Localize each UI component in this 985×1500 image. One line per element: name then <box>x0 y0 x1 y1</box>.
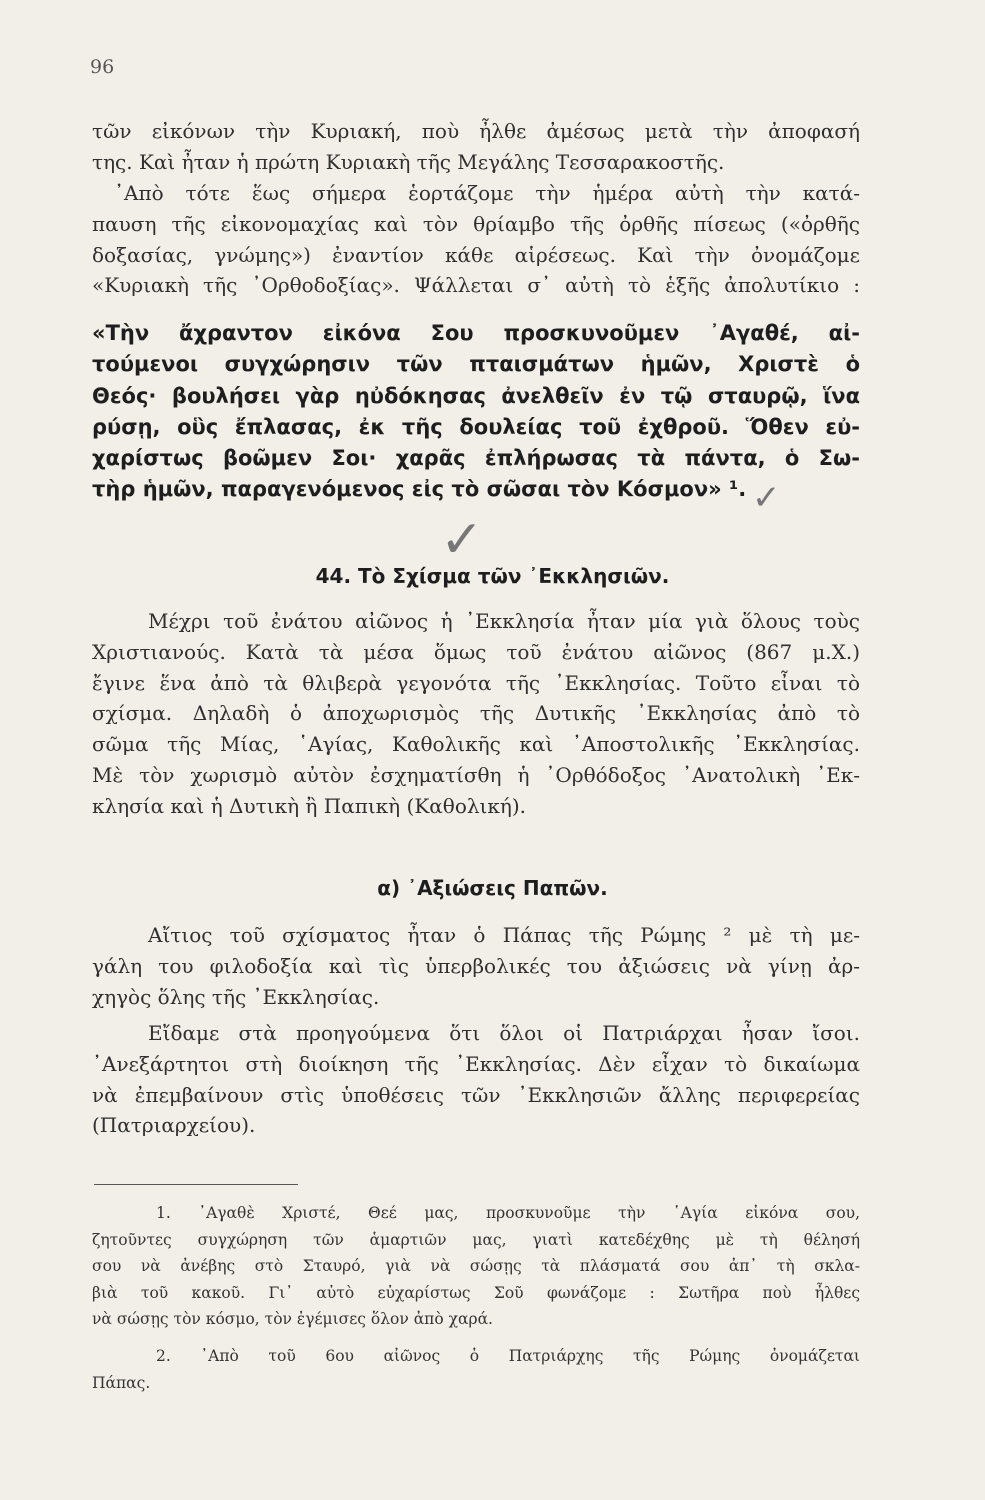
text-line: Μέχρι τοῦ ἐνάτου αἰῶνος ἡ ᾿Εκκλησία ἦταν μία γιὰ ὅλους τοὺς <box>148 609 860 633</box>
prayer-line: τούμενοι συγχώρησιν τῶν πταισμάτων ἡμῶν, Χριστὲ ὁ <box>92 352 860 377</box>
text-line: ἔγινε ἕνα ἀπὸ τὰ θλιβερὰ γεγονότα τῆς ᾿Εκκλησίας. Τοῦτο εἶναι τὸ <box>92 670 860 695</box>
footnote-line: βιὰ τοῦ κακοῦ. Γι᾿ αὐτὸ εὐχαρίστως Σοῦ φωνάζομε : Σωτῆρα ποὺ ἦλθες <box>92 1283 860 1302</box>
prayer-line: χαρίστως βοῶμεν Σοι· χαρᾶς ἐπλήρωσας τὰ πάντα, ὁ Σω- <box>92 446 860 471</box>
text-line: νὰ ἐπεμβαίνουν στὶς ὑποθέσεις τῶν ᾿Εκκλησιῶν ἄλλης περιφερείας <box>92 1082 860 1107</box>
page-number: 96 <box>90 56 115 78</box>
text-line: σχίσμα. Δηλαδὴ ὁ ἀποχωρισμὸς τῆς Δυτικῆς ᾿Εκκλησίας ἀπὸ τὸ <box>92 701 860 726</box>
footnote-2 <box>92 1343 860 1396</box>
text-line: Μὲ τὸν χωρισμὸ αὐτὸν ἐσχηματίσθη ἡ ᾿Ορθόδοξος ᾿Ανατολικὴ ᾿Εκ- <box>92 762 860 787</box>
text-line: Χριστιανούς. Κατὰ τὰ μέσα ὅμως τοῦ ἐνάτου αἰῶνος (867 μ.Χ.) <box>92 639 860 664</box>
footnote-line: 2. ᾿Απὸ τοῦ 6ου αἰῶνος ὁ Πατριάρχης τῆς Ρώμης ὀνομάζεται <box>156 1347 860 1365</box>
footnote-line: νὰ σώσῃς τὸν κόσμο, τὸν ἐγέμισες ὅλον ἀπὸ χαρά. <box>92 1310 493 1328</box>
text-line: τῶν εἰκόνων τὴν Κυριακή, ποὺ ἦλθε ἀμέσως μετὰ τὴν ἀποφασή <box>92 119 860 143</box>
text-line: ᾿Ανεξάρτητοι στὴ διοίκηση τῆς ᾿Εκκλησίας. Δὲν εἶχαν τὸ δικαίωμα <box>92 1051 860 1076</box>
paragraph-1 <box>92 116 860 178</box>
prayer-line: «Τὴν ἄχραντον εἰκόνα Σου προσκυνοῦμεν ᾿Αγαθέ, αἰ- <box>92 321 860 345</box>
text-line: Εἴδαμε στὰ προηγούμενα ὅτι ὅλοι οἱ Πατριάρχαι ἦσαν ἴσοι. <box>148 1021 860 1045</box>
paragraph-3 <box>92 606 860 822</box>
footnote-divider <box>94 1184 298 1185</box>
text-line: της. Καὶ ἦταν ἡ πρώτη Κυριακὴ τῆς Μεγάλης Τεσσαρακοστῆς. <box>92 149 725 174</box>
footnote-line: Πάπας. <box>92 1373 151 1392</box>
text-line: γάλη του φιλοδοξία καὶ τὶς ὑπερβολικές του ἀξιώσεις νὰ γίνῃ ἀρ- <box>92 953 860 978</box>
subsection-a-title: α) ᾿Αξιώσεις Παπῶν. <box>377 876 608 900</box>
prayer-line: τὴρ ἡμῶν, παραγενόμενος εἰς τὸ σῶσαι τὸν Κόσμον» ¹. <box>92 477 747 502</box>
handwritten-checkmark-small: ✓ <box>752 478 781 518</box>
paragraph-5 <box>92 1018 860 1141</box>
text-line: «Κυριακὴ τῆς ᾿Ορθοδοξίας». Ψάλλεται σ᾿ αὐτὴ τὸ ἑξῆς ἀπολυτίκιο : <box>92 273 860 298</box>
text-line: κλησία καὶ ἡ Δυτικὴ ἢ Παπικὴ (Καθολική). <box>92 793 527 818</box>
text-line: Αἴτιος τοῦ σχίσματος ἦταν ὁ Πάπας τῆς Ρώμης ² μὲ τὴ με- <box>148 923 860 947</box>
footnote-line: 1. ᾿Αγαθὲ Χριστέ, Θεέ μας, προσκυνοῦμε τὴν ῾Αγία εἰκόνα σου, <box>156 1204 860 1222</box>
footnote-1 <box>92 1200 860 1333</box>
footnote-line: σου νὰ ἀνέβης στὸ Σταυρό, γιὰ νὰ σώσῃς τὰ πλάσματά σου ἀπ᾿ τὴ σκλα- <box>92 1257 860 1275</box>
text-line: παυση τῆς εἰκονομαχίας καὶ τὸν θρίαμβο τῆς ὀρθῆς πίσεως («ὀρθῆς <box>92 211 860 236</box>
prayer-line: ρύσῃ, οὓς ἔπλασας, ἐκ τῆς δουλείας τοῦ ἐχθροῦ. Ὅθεν εὐ- <box>92 414 860 439</box>
paragraph-2 <box>92 178 860 301</box>
text-line: δοξασίας, γνώμης») ἐναντίον κάθε αἱρέσεως. Καὶ τὴν ὀνομάζομε <box>92 242 860 267</box>
section-44-title: 44. Τὸ Σχίσμα τῶν ᾿Εκκλησιῶν. <box>315 564 670 588</box>
prayer-line: Θεός· βουλήσει γὰρ ηὐδόκησας ἀνελθεῖν ἐν τῷ σταυρῷ, ἵνα <box>92 383 860 408</box>
text-line: σῶμα τῆς Μίας, ῾Αγίας, Καθολικῆς καὶ ᾿Αποστολικῆς ᾿Εκκλησίας. <box>92 732 860 757</box>
paragraph-4 <box>92 920 860 1012</box>
text-line: χηγὸς ὅλης τῆς ᾿Εκκλησίας. <box>92 984 380 1009</box>
apolytikion-prayer <box>92 318 860 506</box>
text-line: (Πατριαρχείου). <box>92 1113 256 1138</box>
footnote-line: ζητοῦντες συγχώρηση τῶν ἁμαρτιῶν μας, γιατὶ κατεδέχθης μὲ τὴ θέλησή <box>92 1230 860 1249</box>
text-line: ᾿Απὸ τότε ἕως σήμερα ἑορτάζομε τὴν ἡμέρα αὐτὴ τὴν κατά- <box>114 181 860 205</box>
handwritten-checkmark-large: ✓ <box>440 510 484 570</box>
